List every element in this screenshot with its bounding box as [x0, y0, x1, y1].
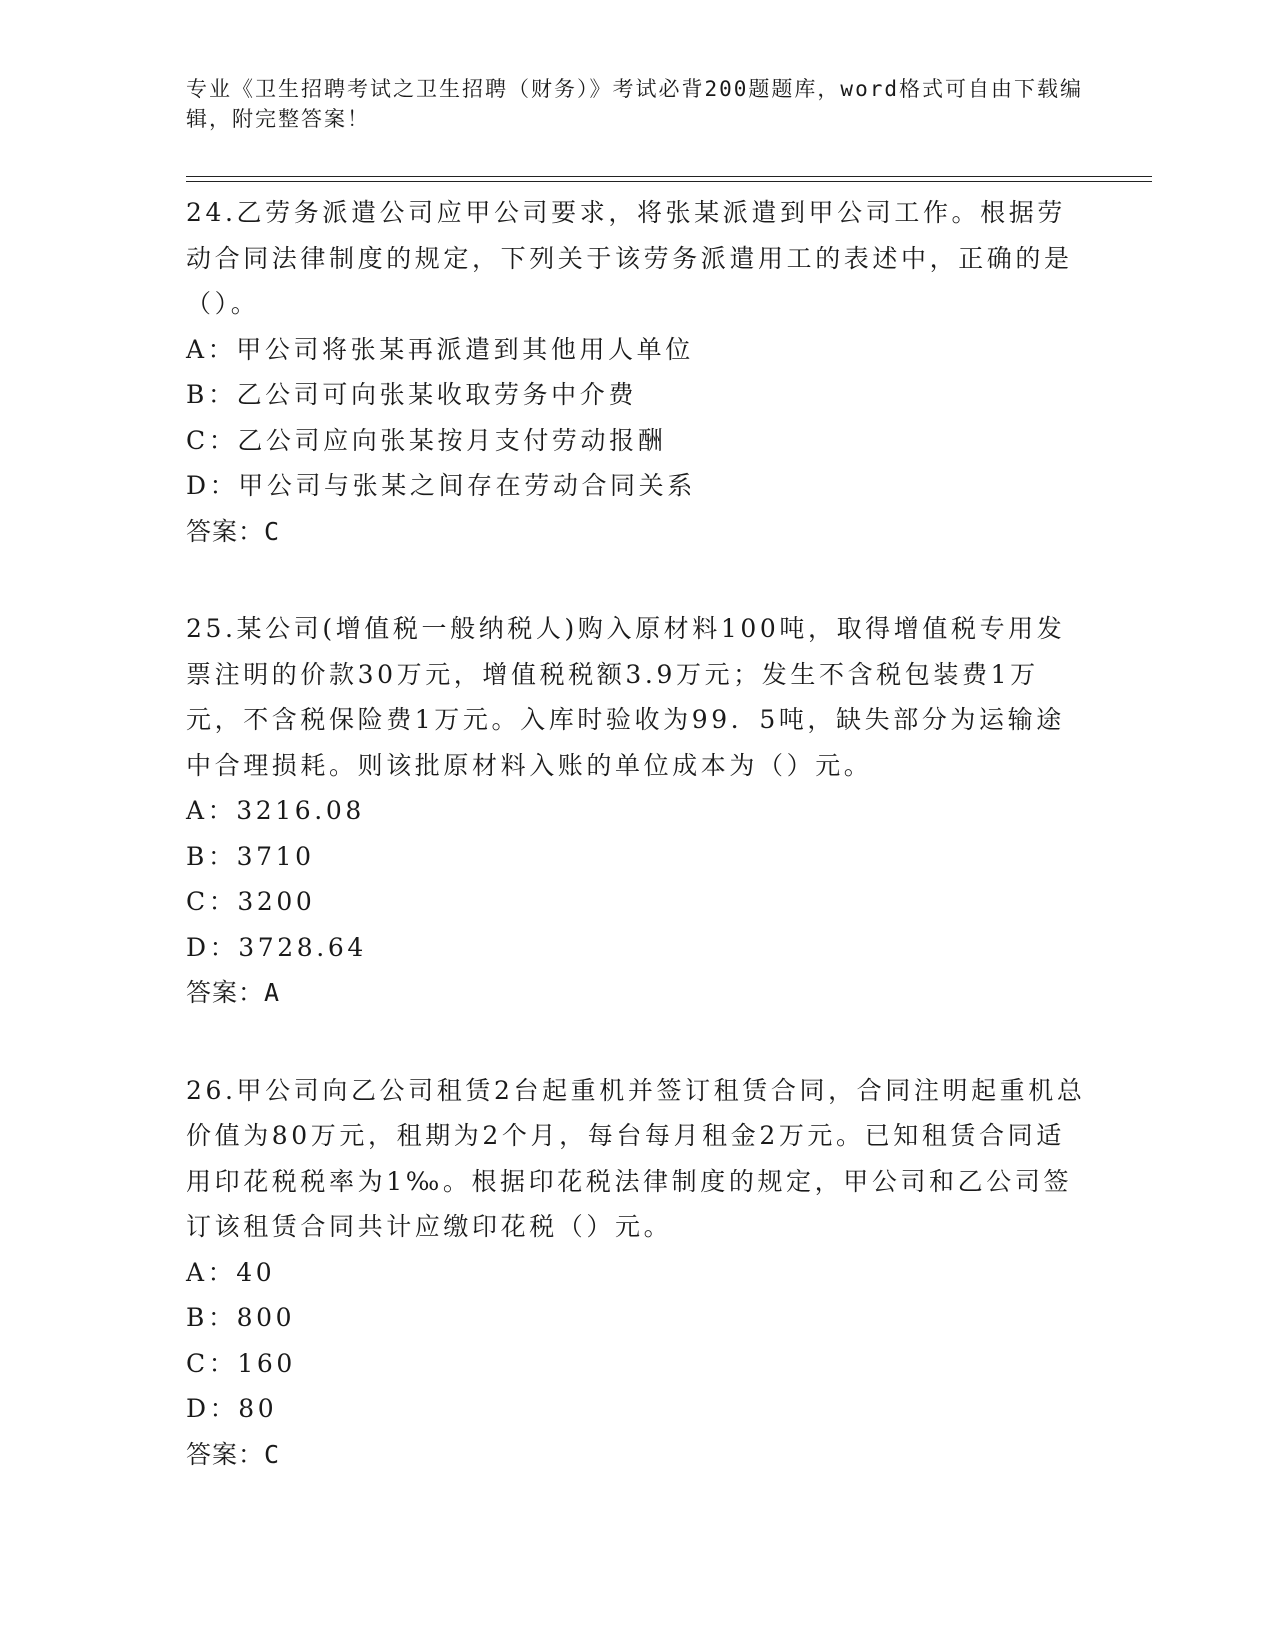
option-b: B：3710 — [186, 841, 315, 871]
question-24 — [186, 190, 1086, 554]
question-stem: 26.甲公司向乙公司租赁2台起重机并签订租赁合同，合同注明起重机总价值为80万元，租期为2个月，每台每月租金2万元。已知租赁合同适用印花税税率为1‰。根据印花税法律制度的规定，甲公司和乙公司签订该租赁合同共计应缴印花税（）元。 — [186, 1075, 1086, 1241]
option-a: A：3216.08 — [186, 796, 365, 825]
question-25 — [186, 606, 1086, 1016]
answer: 答案：A — [186, 978, 281, 1007]
option-c: C：160 — [186, 1348, 296, 1378]
option-a: A：40 — [186, 1257, 276, 1287]
question-stem: 24.乙劳务派遣公司应甲公司要求，将张某派遣到甲公司工作。根据劳动合同法律制度的规定，下列关于该劳务派遣用工的表述中，正确的是（）。 — [186, 198, 1073, 318]
option-d: D：甲公司与张某之间存在劳动合同关系 — [186, 471, 696, 500]
header-divider-thin — [186, 176, 1152, 177]
question-26 — [186, 1068, 1086, 1478]
answer: 答案：C — [186, 516, 281, 546]
answer: 答案：C — [186, 1439, 281, 1469]
question-stem: 25.某公司(增值税一般纳税人)购入原材料100吨，取得增值税专用发票注明的价款30万元，增值税税额3.9万元；发生不含税包装费1万元，不含税保险费1万元。入库时验收为99．5吨，缺失部分为运输途中合理损耗。则该批原材料入账的单位成本为（）元。 — [186, 614, 1066, 780]
option-d: D：3728.64 — [186, 932, 367, 962]
question-list — [186, 190, 1086, 1529]
document-header: 专业《卫生招聘考试之卫生招聘（财务）》考试必背200题题库，word格式可自由下载编辑，附完整答案！ — [186, 77, 1083, 131]
option-b: B：800 — [186, 1303, 296, 1332]
option-c: C：乙公司应向张某按月支付劳动报酬 — [186, 425, 667, 455]
option-a: A：甲公司将张某再派遣到其他用人单位 — [186, 334, 694, 364]
option-b: B：乙公司可向张某收取劳务中介费 — [186, 380, 637, 409]
option-d: D：80 — [186, 1394, 278, 1423]
option-c: C：3200 — [186, 887, 316, 916]
header-divider-thick — [186, 181, 1152, 182]
